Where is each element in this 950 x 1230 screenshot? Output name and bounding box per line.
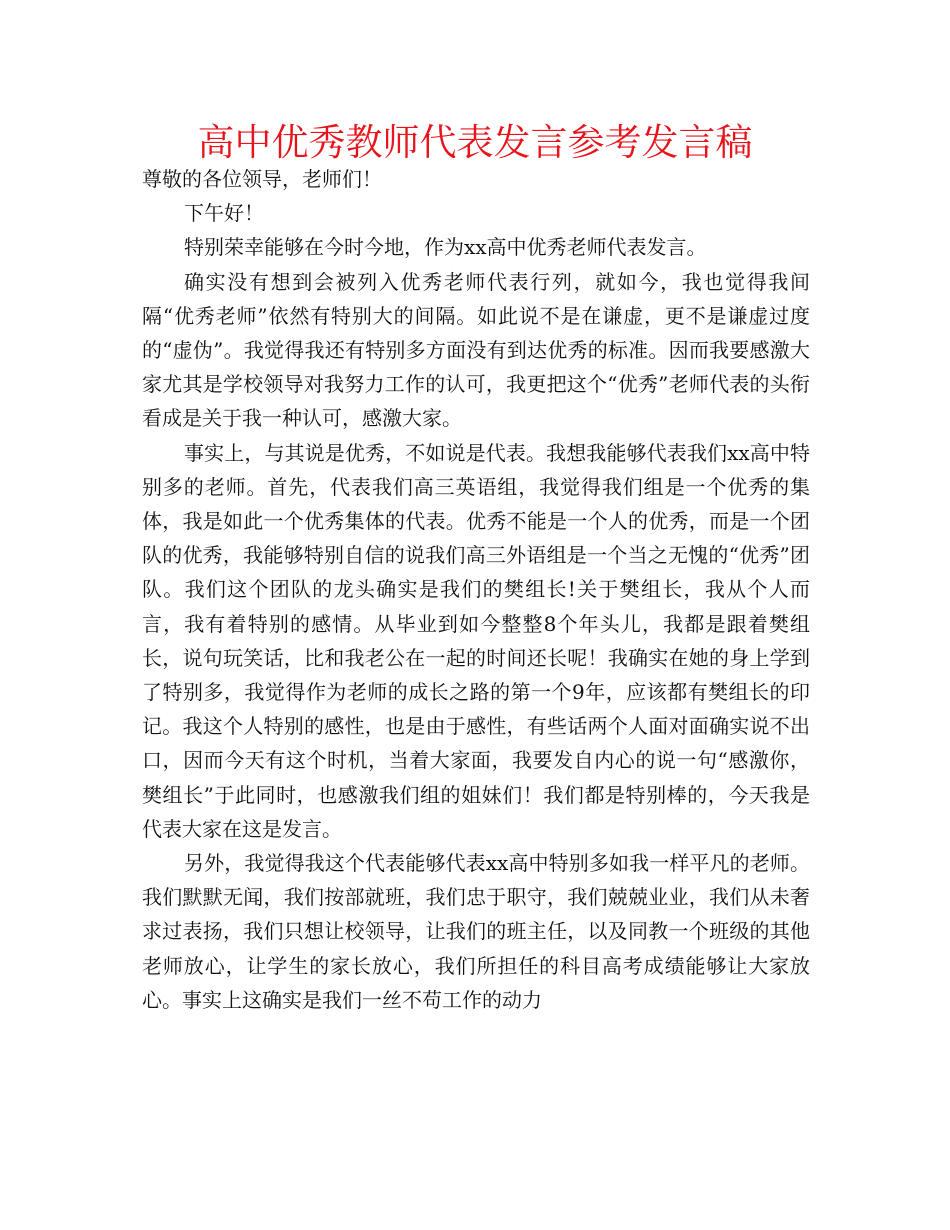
paragraph-greeting: 下午好！ <box>184 201 264 226</box>
salutation: 尊敬的各位领导，老师们！ <box>142 167 382 191</box>
paragraph-ordinary-teachers: 另外，我觉得我这个代表能够代表xx高中特别多如我一样平凡的老师。我们默默无闻，我们按部就班，我们忠于职守，我们兢兢业业，我们从未奢求过表扬，我们只想让校领导，让我们的班主任，以及同教一个班级的其他老师放心，让学生的家长放心，我们所担任的科目高考成绩能够让大家放心。事实上这确实是我们一丝不苟工作的动力 <box>142 851 810 1012</box>
document-body <box>142 162 810 1017</box>
document-title: 高中优秀教师代表发言参考发言稿 <box>197 121 753 164</box>
paragraph-humility: 确实没有想到会被列入优秀老师代表行列，就如今，我也觉得我间隔“优秀老师”依然有特别大的间隔。如此说不是在谦虚，更不是谦虚过度的“虚伪”。我觉得我还有特别多方面没有到达优秀的标准。因而我要感激大家尤其是学校领导对我努力工作的认可，我更把这个“优秀”老师代表的头衔看成是关于我一种认可，感激大家。 <box>142 269 810 431</box>
paragraph-team: 事实上，与其说是优秀，不如说是代表。我想我能够代表我们xx高中特别多的老师。首先，代表我们高三英语组，我觉得我们组是一个优秀的集体，我是如此一个优秀集体的代表。优秀不能是一个人的优秀，而是一个团队的优秀，我能够特别自信的说我们高三外语组是一个当之无愧的“优秀”团队。我们这个团队的龙头确实是我们的樊组长!关于樊组长，我从个人而言，我有着特别的感情。从毕业到如今整整8个年头儿，我都是跟着樊组长，说句玩笑话，比和我老公在一起的时间还长呢！我确实在她的身上学到了特别多，我觉得作为老师的成长之路的第一个9年，应该都有樊组长的印记。我这个人特别的感性，也是由于感性，有些话两个人面对面确实说不出口，因而今天有这个时机，当着大家面，我要发自内心的说一句“感激你，樊组长”于此同时，也感激我们组的姐妹们！我们都是特别棒的，今天我是代表大家在这是发言。 <box>142 440 810 841</box>
paragraph-honor: 特别荣幸能够在今时今地，作为xx高中优秀老师代表发言。 <box>184 235 707 260</box>
